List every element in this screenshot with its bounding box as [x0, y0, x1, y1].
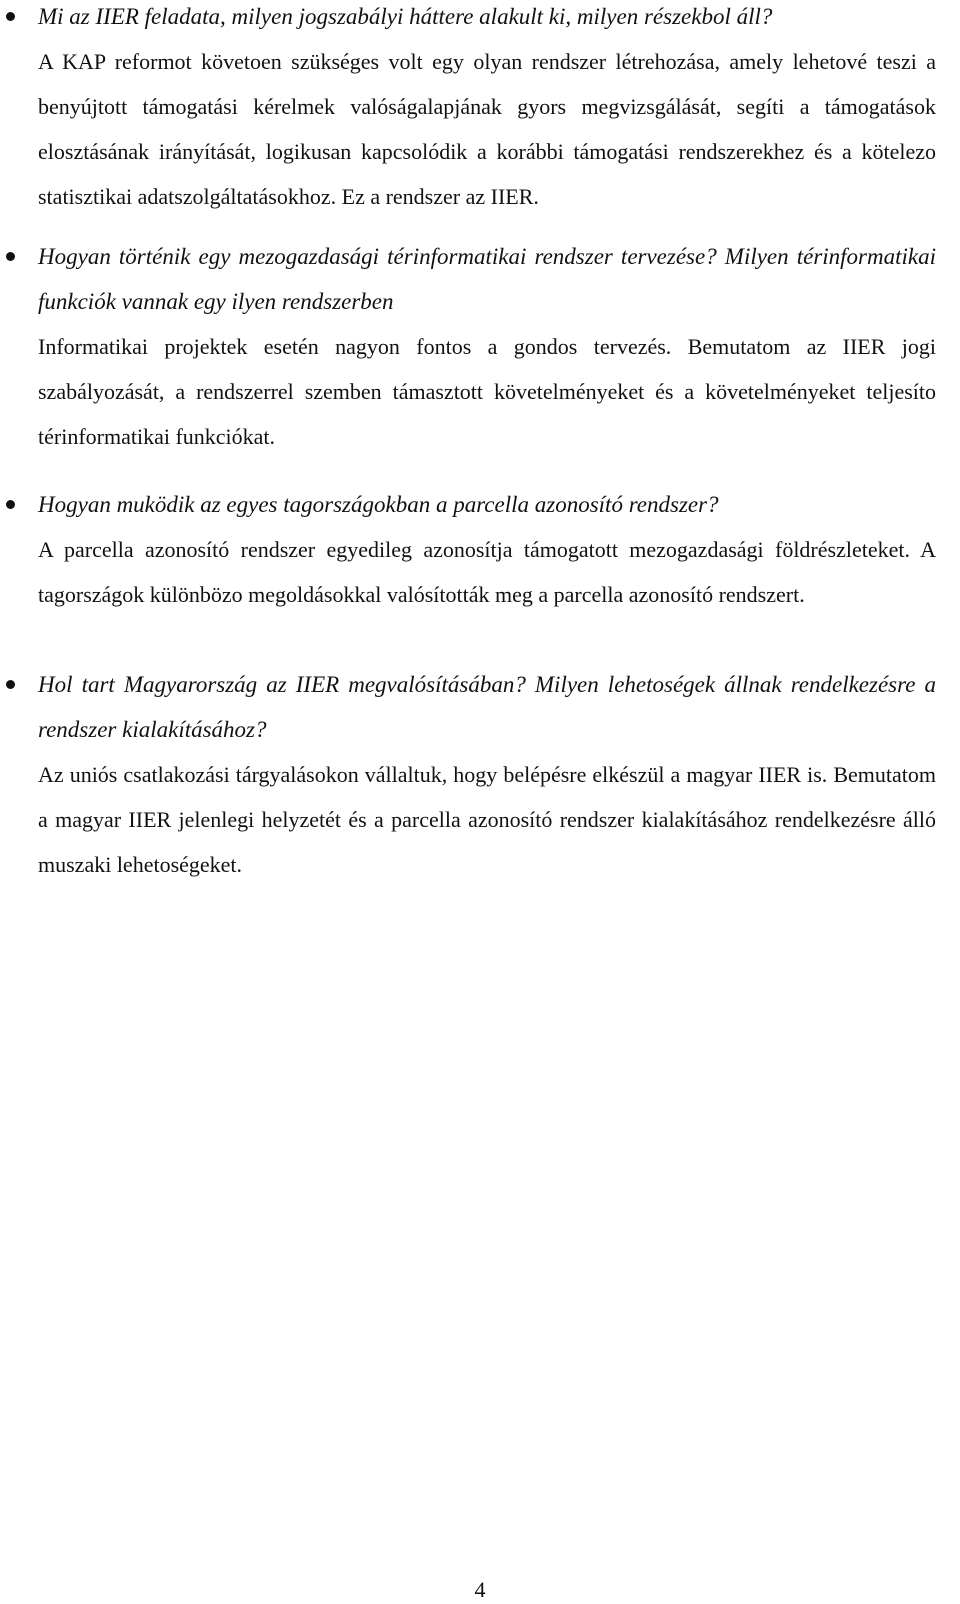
section-question: Hogyan muködik az egyes tagországokban a parcella azonosító rendszer? — [38, 492, 719, 517]
section-3 — [38, 482, 936, 617]
section-question: Hol tart Magyarország az IIER megvalósításában? Milyen lehetoségek állnak rendelkezésre a rendszer kialakításához? — [38, 672, 936, 742]
section-answer: A KAP reformot követoen szükséges volt egy olyan rendszer létrehozása, amely lehetové teszi a benyújtott támogatási kérelmek valóságalapjának gyors megvizsgálását, segíti a támogatások elosztásának irányítását, logikusan kapcsolódik a korábbi támogatási rendszerekhez és a kötelezo statisztikai adatszolgáltatásokhoz. Ez a rendszer az IIER. — [38, 49, 936, 209]
section-answer: A parcella azonosító rendszer egyedileg azonosítja támogatott mezogazdasági földrészleteket. A tagországok különbözo megoldásokkal valósították meg a parcella azonosító rendszert. — [38, 537, 936, 607]
section-question: Hogyan történik egy mezogazdasági térinformatikai rendszer tervezése? Milyen térinformatikai funkciók vannak egy ilyen rendszerben — [38, 244, 936, 314]
section-4 — [38, 662, 936, 887]
bullet-icon — [6, 12, 15, 21]
section-answer: Az uniós csatlakozási tárgyalásokon vállaltuk, hogy belépésre elkészül a magyar IIER is. Bemutatom a magyar IIER jelenlegi helyzetét és a parcella azonosító rendszer kialakításához rendelkezésre álló muszaki lehetoségeket. — [38, 762, 936, 877]
bullet-icon — [6, 252, 15, 261]
bullet-icon — [6, 500, 15, 509]
page-number: 4 — [474, 1577, 486, 1602]
section-1 — [38, 0, 936, 219]
section-2 — [38, 234, 936, 459]
section-question: Mi az IIER feladata, milyen jogszabályi háttere alakult ki, milyen részekbol áll? — [38, 4, 773, 29]
bullet-icon — [6, 680, 15, 689]
section-answer: Informatikai projektek esetén nagyon fontos a gondos tervezés. Bemutatom az IIER jogi szabályozását, a rendszerrel szemben támasztott követelményeket és a követelményeket teljesíto térinformatikai funkciókat. — [38, 334, 936, 449]
